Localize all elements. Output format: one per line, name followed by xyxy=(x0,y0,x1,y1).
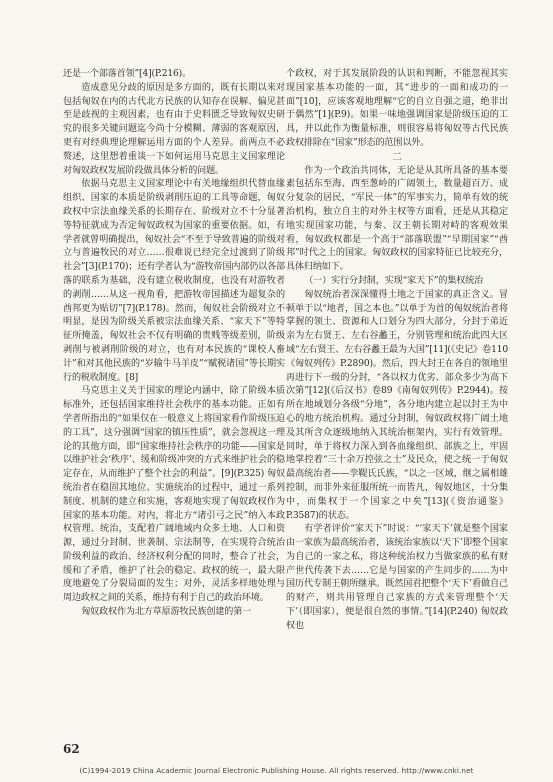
paragraph: 作为一个政治共同体，无论是从其所具备的基本要素包括东至海、西至葱岭的广阔领土，数量超百万、成分复杂的居民，“军民一体”的军事实力，简单有效的统治机构，独立自主的对外主权等方面看，还是从其稳定地实现国家功能，与秦、汉王朝长期对峙的客观效果看，匈奴政权都是一个高于“部落联盟”“早期国家”“酋邦”时代之上的国家。匈奴政权的国家特征已比较充分，具体归纳如下。 xyxy=(286,165,508,273)
paragraph: 匈奴政权作为北方草原游牧民族创建的第一 xyxy=(81,607,252,618)
left-column xyxy=(63,68,285,620)
paragraph: 个政权，对于其发展阶段的认识和判断，不能忽视其实现国家基本功能的一面，其“进步的一面和成功的一面”[10]，应该客观地理解“它的自立自强之道，绝非出于偶然”[1](P.9)。如果一味地强调国家是阶级压迫的工具，并以此作为衡量标准，则很容易将匈奴等古代民族政权排除在“国家”形态的范围以外。 xyxy=(286,69,508,148)
paragraph: 还是一个部落首领”[4](P.216)。 xyxy=(63,69,191,79)
section-number: 二 xyxy=(392,151,402,163)
right-column xyxy=(286,68,508,634)
paragraph: 依据马克思主义国家理论中有关地缘组织代替血缘组织、国家的本质是阶级剥削压迫的工具等命题，匈奴政权中宗法血缘关系的长期存在、阶级对立不十分显著等特征就成为否定匈奴政权为国家的重要依据。如，有学者就曾明确提出，匈奴社会“不至于导致普遍的阶级对立与普遍牧民的对立……很难说已经完全过渡到了阶级社会”[3](P.170)；还有学者认为“游牧帝国内部仍以各部落的联系为基础，没有建立税收制度，也没有对游牧者的剥削……从这一视角看，把游牧帝国描述为超复杂的酋邦更为贴切”[7](P.178)。然而，匈奴社会阶级对立不明显，是因为阶级关系被宗法血缘关系、“家天下”等特征所掩盖，匈奴社会不仅有明确的贵贱等级差别，阶级剥削与被剥削阶级的对立，也有对本民族的“课校人畜计”和对其他民族的“岁输牛马羊皮”“赋税诸国”等长期实行的税收制度。[8] xyxy=(63,179,285,383)
page-number: 62 xyxy=(63,742,80,756)
paragraph: 有学者评价“家天下”时说：“‘家天下’就是整个国家由一家族为最高统治者，该统治家族以‘天下’即整个国家为自己的一家之私，将这种统治权力当做家族的私有财产世代传袭下去……它是与国家的产生同步的……为中国历代专制王朝所继承。既然国君把整个‘天下’看做自己的财产，则共用管理自己家族的方式来管理整个‘天下’（即国家），便是很自然的事情。”[14](P.240) 匈奴政权也 xyxy=(286,524,508,631)
paragraph: 马克思主义关于国家的理论内涵中，除了阶级本质标准外，还包括国家维持社会秩序的基本功能。正如有学者所指出的“如果仅在一般意义上将国家看作阶级压迫的工具”，这分强调“国家的镇压性质”，就会忽视这一理论的其他方面，即“国家维持社会秩序的功能——国家是以维护社会‘秩序’、缓和阶级冲突的方式来维护社会的稳定存在，从而维护了整个社会的利益”。[9](P.325) 匈奴统治者在稳固其地位、实施统治的过程中，通过一系列制度、机制的建立和实施，客观地实现了匈奴政权作为国家的基本功能。对内，将北方“诸引弓之民”纳入本政权管理、统治，支配着广阔地域内众多土地、人口和资源，通过分封制、世袭制、宗法制等，在实现符合统治阶级利益的政治、经济权利分配的同时，整合了社会，缓和了矛盾，维护了社会的稳定、政权的统一，最大限度地避免了分裂局面的发生；对外，灵活多样地处理与周边政权之间的关系，维持有利于自己的政治环境。 xyxy=(63,386,285,604)
paragraph: 造成意见分歧的原因是多方面的，既有长期以来对包括匈奴在内的古代北方民族的认知存在误解、偏见甚至是歧视的主观因素，也有由于史料匮乏导致匈奴史研究的很多关键问题迄今尚十分模糊、薄弱的客观原因，更有对经典理论理解运用方面的个人差异。前两点不必赘述，这里想着重谈一下如何运用马克思主义国家理论对匈奴政权发展阶段做具体分析的问题。 xyxy=(63,82,285,176)
paragraph: 匈奴统治者深深懂得土地之于国家的真正含义。冒顿单于以“地者，国之本也。”以单于为首的匈奴统治者将掌握的领土、资源和人口划分为四大部分，分封于弟近亲为左右贤王、左右谷蠡王，分别管理和统治此四大区域“左右贤王、左右谷蠡王最为大国”[11](《史记》卷110《匈奴列传》P.2890)。然后，四大封王在各自的领地里再进行下一级的分封，“各以权力优劣、部众多少为高下次第”[12](《后汉书》卷89《南匈奴列传》P.2944)。按所在地域划分各级“分地”，各分地内建立起以封王为中心的地方统治机构。通过分封制，匈奴政权将广阔土地及其所含众逐级地纳入其统治框架内，实行有效管理。同时，单于将权力深入到各血缘组织、部族之上，牢固地掌控着“三十余万控弦之士”及民众，使之统一于匈奴最高统治者——孪鞮氏氏族，“以之一区域，继之属相雄控制，而非外来征服所统一而皆凡，匈奴地区，十分集中，而集权于一个国家之中矣”[13](《资治通鉴》P.3587)的状态。 xyxy=(286,289,508,521)
subheading: （一）实行分封制，实现“家天下”的集权统治 xyxy=(304,275,484,286)
copyright-footer: (C)1994-2019 China Academic Journal Electronic Publishing House. All rights reserved. http://www.cnki.net xyxy=(79,766,474,775)
